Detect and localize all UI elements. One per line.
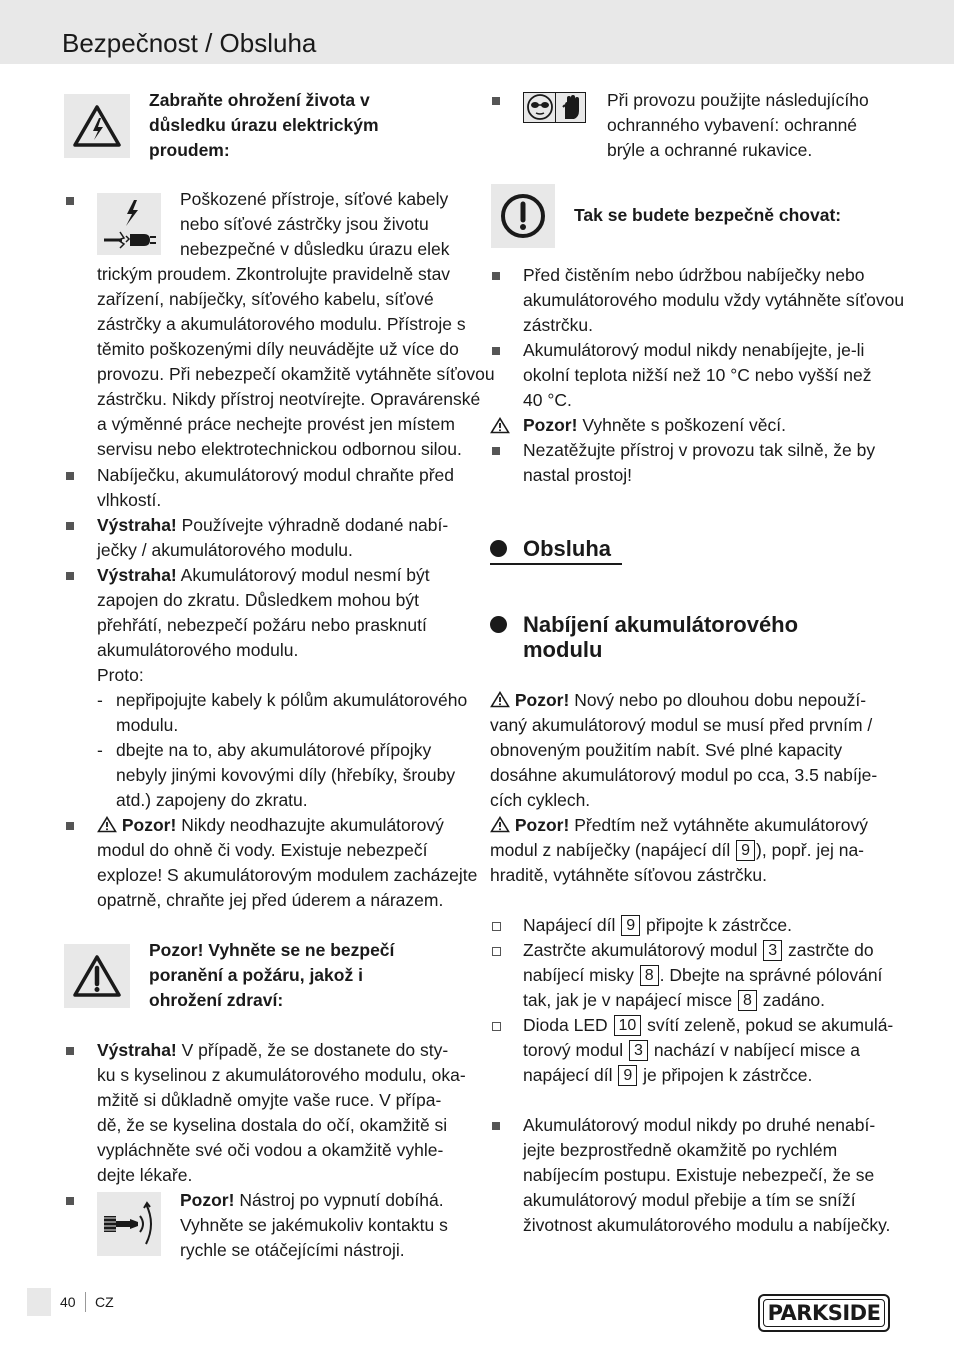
dash-bullet: - — [97, 740, 103, 760]
part-ref: 8 — [640, 965, 659, 986]
caution-triangle-icon — [490, 816, 510, 833]
rotating-tool-icon-box — [97, 1192, 161, 1256]
bullet — [66, 197, 74, 205]
general-warning-icon-box — [64, 944, 130, 1008]
electric-warning-icon-box — [64, 94, 130, 158]
para-first-charge: Pozor! Nový nebo po dlouhou dobu nepouží- vaný akumulátorový modul se musí před prvním / obnoveným použitím nabít. Své plné kapacity dosáhne akumulátorový modul po cca, 3.5 nabíje- cích cyklech. — [490, 690, 878, 810]
dash-bullet: - — [97, 690, 103, 710]
bullet — [66, 572, 74, 580]
safety-goggles-icon — [525, 93, 555, 122]
part-ref: 9 — [736, 840, 755, 861]
part-ref: 3 — [763, 940, 782, 961]
item-damaged-devices-intro: Poškozené přístroje, síťové kabely nebo síťové zástrčky jsou životu nebezpečné v důsledku úrazu elek — [180, 189, 450, 259]
bullet — [66, 472, 74, 480]
step-led: Dioda LED 10 svítí zeleně, pokud se akumulá- torový modul 3 nachází v nabíjecí misce a napájecí díl 9 je připojen k zástrčce. — [523, 1015, 894, 1085]
item-short-circuit-dash1: nepřipojujte kabely k pólům akumulátorového modulu. — [116, 690, 468, 735]
item-short-circuit: Výstraha! Akumulátorový modul nesmí být zapojen do zkratu. Důsledkem mohou být přehřátí, nebezpečí požáru nebo prasknutí akumulátorového modulu. Proto: — [97, 565, 430, 685]
item-no-overload: Nezatěžujte přístroj v provozu tak silně, že by nastal prostoj! — [523, 440, 876, 485]
electric-warning-heading: Zabraňte ohrožení života v důsledku úrazu elektrickým proudem: — [149, 90, 379, 160]
caution-property-damage: Pozor! Vyhněte s poškození věcí. — [523, 415, 786, 435]
item-ppe: Při provozu použijte následujícího ochranného vybavení: ochranné brýle a ochranné rukavice. — [607, 90, 869, 160]
caution-triangle-icon — [490, 417, 510, 434]
damaged-plug-icon-box — [97, 193, 161, 255]
exclamation-circle-icon — [499, 192, 547, 240]
item-tool-runs-on: Pozor! Nástroj po vypnutí dobíhá. Vyhněte se jakémukoliv kontaktu s rychle se otáčejícími nástroji. — [180, 1190, 448, 1260]
bullet — [66, 522, 74, 530]
part-ref: 8 — [738, 990, 757, 1011]
ppe-icons — [523, 92, 586, 123]
language-code: CZ — [95, 1294, 114, 1310]
bullet — [492, 1122, 500, 1130]
section-title-charging: Nabíjení akumulátorového modulu — [523, 612, 799, 662]
bullet — [492, 347, 500, 355]
part-ref: 3 — [629, 1040, 648, 1061]
part-ref: 9 — [621, 915, 640, 936]
section-dot — [490, 540, 507, 557]
bullet — [492, 447, 500, 455]
safe-behaviour-heading: Tak se budete bezpečně chovat: — [574, 205, 842, 225]
part-ref: 9 — [618, 1065, 637, 1086]
warning-triangle-icon — [72, 954, 122, 998]
damaged-plug-icon — [100, 196, 158, 252]
step-connect-power: Napájecí díl 9 připojte k zástrčce. — [523, 915, 792, 935]
page-number: 40 — [60, 1294, 76, 1310]
item-no-double-charge: Akumulátorový modul nikdy po druhé nenabí- jejte bezprostředně okamžitě po rychlém nabíjecím postupu. Existuje nebezpečí, že se akumulátorový modul přebije a tím se sníží životnost akumulátorového modulu a nabíječky. — [523, 1115, 891, 1235]
item-acid: Výstraha! V případě, že se dostanete do sty- ku s kyselinou z akumulátorového modulu, oka- mžitě si důkladně omyjte vaše ruce. V přípa- dě, že se kyselina dostala do očí, okamžitě si vypláchněte své oči vodou a okamžitě vyhle- dejte lékaře. — [97, 1040, 466, 1185]
part-ref: 10 — [614, 1015, 642, 1036]
brand-logo — [758, 1294, 890, 1332]
section-title-operation: Obsluha — [523, 536, 612, 561]
electric-hazard-icon — [72, 104, 122, 148]
footer-marker — [27, 1288, 51, 1316]
caution-triangle-icon — [97, 816, 117, 833]
step-insert-battery: Zastrčte akumulátorový modul 3 zastrčte do nabíjecí misky 8 . Dbejte na správné pólování tak, jak je v napájecí misce 8 zadáno. — [523, 940, 883, 1010]
item-fire-water: Pozor! Nikdy neodhazujte akumulátorový modul do ohně či vody. Existuje nebezpečí exploze! S akumulátorovým modulem zacházejte opatrně, chraňte jej před úderem a nárazem. — [97, 815, 478, 910]
protective-gloves-icon — [557, 93, 586, 122]
bullet — [492, 272, 500, 280]
item-use-supplied-chargers: Výstraha! Používejte výhradně dodané nabí- ječky / akumulátorového modulu. — [97, 515, 449, 560]
footer-separator — [85, 1292, 86, 1312]
bullet — [66, 1047, 74, 1055]
bullet — [66, 1197, 74, 1205]
brand-name: PARKSIDE — [767, 1300, 881, 1325]
bullet — [492, 97, 500, 105]
item-temperature: Akumulátorový modul nikdy nenabíjejte, je-li okolní teplota nižší než 10 °C nebo vyšší než 40 °C. — [523, 340, 872, 410]
item-short-circuit-dash2: dbejte na to, aby akumulátorové přípojky nebyly jinými kovovými díly (hřebíky, šrouby atd.) zapojeny do zkratu. — [116, 740, 456, 810]
item-damaged-devices-body: trickým proudem. Zkontrolujte pravidelně stav zařízení, nabíječky, síťového kabelu, síťové zástrčky a akumulátorového modulu. Přístroje s těmito poškozenými díly neuvádějte už více do provozu. Při nebezpečí okamžitě vytáhněte síťovou zástrčku. Nikdy přístroj neotvírejte. Opravárenské a výměnné práce nechejte provést jen místem servisu nebo elektrotechnickou odbornou silou. — [97, 264, 495, 459]
caution-triangle-icon — [490, 691, 510, 708]
para-remove-battery: Pozor! Předtím než vytáhněte akumulátorový modul z nabíječky (napájecí díl 9 ), popř. jej na- hraditě, vytáhněte síťovou zástrčku. — [490, 815, 868, 885]
section-dot — [490, 616, 507, 633]
step-checkbox — [492, 1022, 501, 1031]
item-humidity: Nabíječku, akumulátorový modul chraňte před vlhkostí. — [97, 465, 454, 510]
page-title: Bezpečnost / Obsluha — [62, 28, 317, 58]
section-underline — [490, 563, 622, 565]
item-unplug-before-cleaning: Před čistěním nebo údržbou nabíječky nebo akumulátorového modulu vždy vytáhněte síťovou zástrčku. — [523, 265, 905, 335]
step-checkbox — [492, 947, 501, 956]
rotating-tool-icon — [100, 1196, 158, 1252]
general-warning-heading: Pozor! Vyhněte se ne bezpečí poranění a požáru, jakož i ohrožení zdraví: — [149, 940, 395, 1010]
step-checkbox — [492, 922, 501, 931]
bullet — [66, 822, 74, 830]
safe-behaviour-icon-box — [491, 184, 555, 248]
